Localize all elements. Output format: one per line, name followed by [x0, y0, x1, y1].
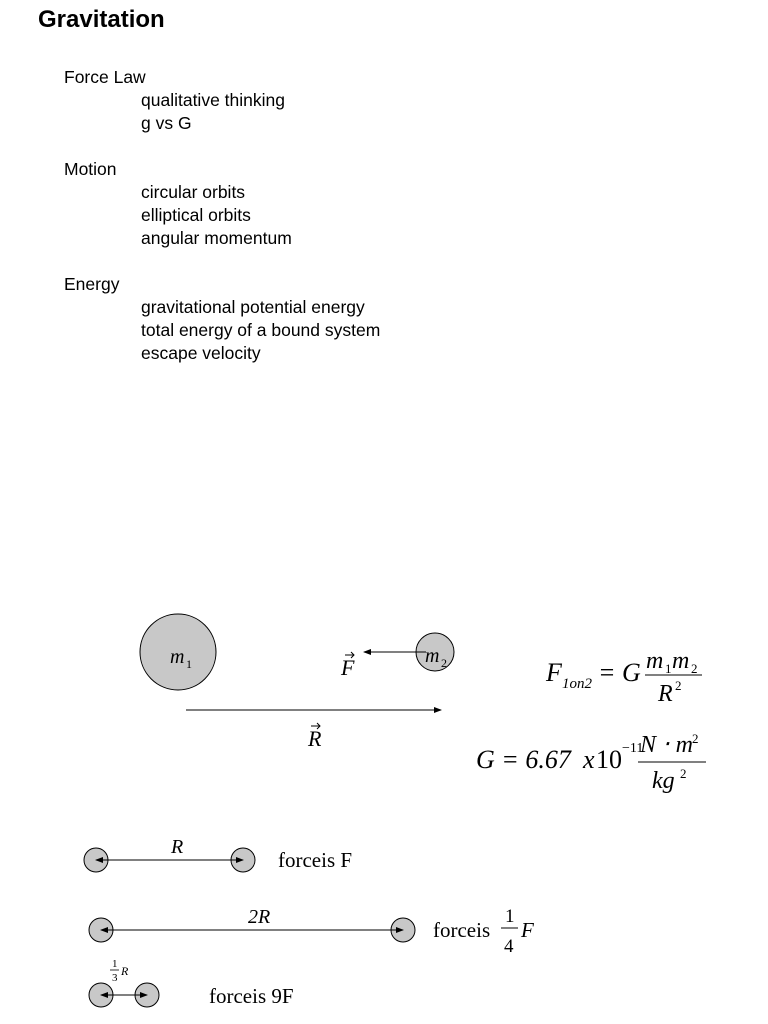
example-distance-third-r — [89, 958, 294, 1008]
mass-2-subscript: 2 — [441, 656, 447, 670]
formula-equals-g: = G — [598, 658, 641, 687]
distance-fraction-numerator: 1 — [112, 958, 118, 970]
mass-1-label: m — [170, 646, 185, 668]
example-distance-2r — [89, 906, 534, 957]
gravitational-constant-formula — [476, 731, 706, 794]
g-units-numerator-sup: 2 — [692, 731, 699, 746]
svg-text:F: F — [341, 655, 355, 680]
force-result-prefix: forceis — [433, 918, 491, 942]
section-heading: Force Law — [64, 67, 146, 87]
list-item: total energy of a bound system — [141, 320, 381, 340]
distance-label: 2R — [248, 906, 271, 928]
list-item: angular momentum — [141, 228, 292, 248]
g-units-numerator: N ⋅ m — [640, 732, 693, 758]
page-title: Gravitation — [38, 6, 165, 33]
formula-denominator: R — [658, 681, 673, 707]
list-item: elliptical orbits — [141, 205, 251, 225]
force-result-suffix: F — [521, 918, 534, 942]
formula-numerator-sub2: 2 — [691, 661, 698, 676]
mass-1-subscript: 1 — [186, 657, 192, 671]
list-item: g vs G — [141, 113, 192, 133]
g-units-denominator: kg — [652, 768, 675, 794]
g-constant-value: G = 6.67 — [476, 745, 571, 774]
force-vector-label — [340, 652, 355, 680]
formula-numerator-m1: m — [646, 648, 664, 674]
section-heading: Motion — [64, 159, 117, 179]
formula-lhs: F — [546, 658, 562, 687]
distance-label: R — [171, 836, 184, 858]
fraction-numerator: 1 — [505, 906, 515, 927]
g-constant-x: x — [583, 745, 595, 774]
force-result: forceis F — [278, 848, 353, 872]
mass-2-label: m — [425, 645, 440, 667]
formula-numerator-sub1: 1 — [665, 661, 672, 676]
formula-denominator-sup: 2 — [675, 678, 682, 693]
g-constant-exponent: −11 — [622, 741, 644, 756]
force-result: forceis 9F — [209, 984, 294, 1008]
g-units-denominator-sup: 2 — [680, 766, 687, 781]
example-distance-r — [84, 836, 352, 872]
svg-text:R: R — [308, 726, 322, 751]
formula-lhs-subscript: 1on2 — [562, 676, 592, 692]
list-item: gravitational potential energy — [141, 297, 365, 317]
g-constant-base: 10 — [596, 745, 622, 774]
separation-vector-label — [307, 723, 322, 751]
fraction-denominator: 4 — [504, 936, 514, 957]
list-item: circular orbits — [141, 182, 246, 202]
formula-numerator-m2: m — [672, 648, 690, 674]
section-heading: Energy — [64, 274, 120, 294]
mass-1 — [140, 614, 216, 690]
list-item: qualitative thinking — [141, 90, 285, 110]
list-item: escape velocity — [141, 343, 261, 363]
distance-variable: R — [121, 964, 129, 978]
distance-fraction-denominator: 3 — [112, 972, 118, 984]
newton-gravitation-formula — [545, 648, 702, 707]
